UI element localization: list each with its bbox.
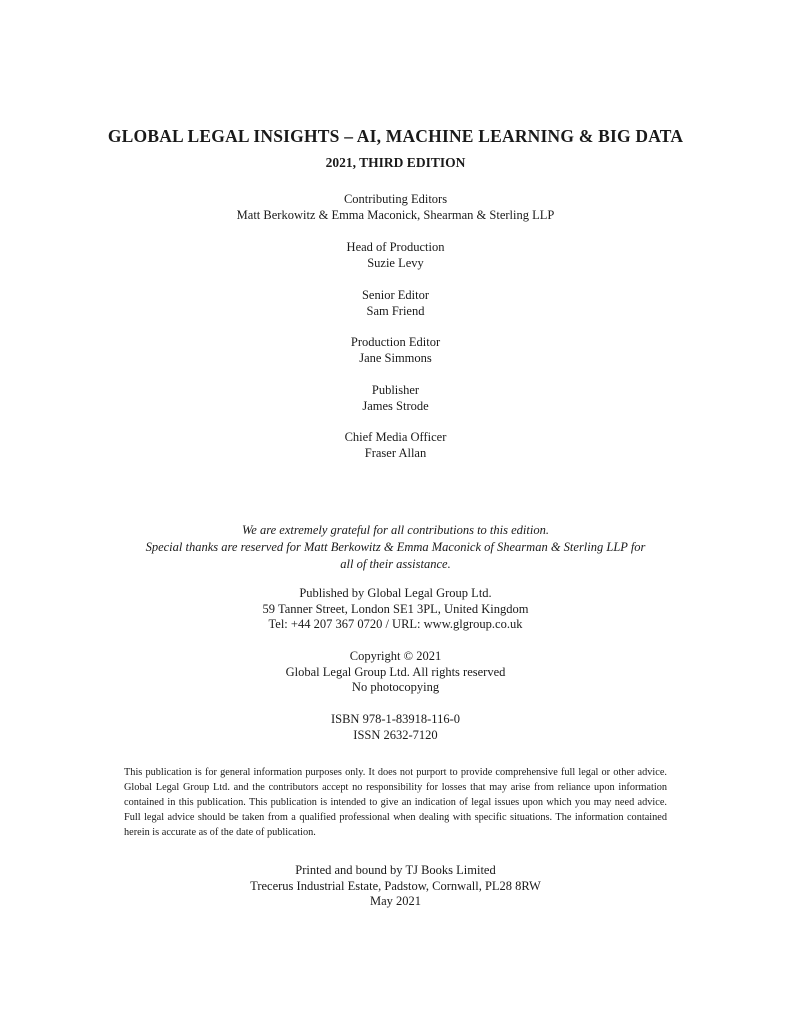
thanks-line: Special thanks are reserved for Matt Berkowitz & Emma Maconick of Shearman & Sterling LLP for — [145, 540, 646, 554]
copyright-notice — [0, 649, 791, 696]
credit-name: Matt Berkowitz & Emma Maconick, Shearman & Sterling LLP — [236, 207, 555, 222]
credit-role: Chief Media Officer — [344, 430, 447, 444]
credit-chief-media-officer — [0, 430, 791, 461]
isbn: ISBN 978-1-83918-116-0 — [330, 712, 461, 726]
acknowledgements — [0, 522, 791, 573]
credit-role: Publisher — [371, 383, 420, 397]
credit-production-editor — [0, 335, 791, 366]
publication-title: GLOBAL LEGAL INSIGHTS – AI, MACHINE LEARNING & BIG DATA — [107, 126, 684, 146]
credit-name: Fraser Allan — [364, 445, 427, 460]
credit-role: Head of Production — [346, 240, 445, 254]
issn: ISSN 2632-7120 — [353, 727, 438, 742]
print-date: May 2021 — [369, 894, 422, 908]
copyright-line: Copyright © 2021 — [349, 649, 442, 663]
credit-senior-editor — [0, 288, 791, 319]
printer-details — [0, 863, 791, 910]
thanks-line: We are extremely grateful for all contributions to this edition. — [242, 523, 549, 537]
credit-name: Suzie Levy — [367, 255, 424, 270]
credit-role: Contributing Editors — [343, 192, 448, 206]
edition-label: 2021, THIRD EDITION — [325, 155, 466, 170]
publisher-name: Published by Global Legal Group Ltd. — [299, 586, 492, 600]
printer-name: Printed and bound by TJ Books Limited — [295, 863, 496, 877]
publisher-details — [0, 586, 791, 633]
credit-name: Jane Simmons — [359, 350, 432, 365]
disclaimer-text: This publication is for general information purposes only. It does not purport to provide comprehensive full legal or other advice. Global Legal Group Ltd. and the contributors accept no responsibility for losses that may arise from reliance upon information contained in this publication. This publication is intended to give an indication of legal issues upon which you may need advice. Full legal advice should be taken from a qualified professional when dealing with specific situations. The information contained herein is accurate as of the date of publication. — [124, 767, 667, 838]
thanks-line: all of their assistance. — [340, 557, 451, 571]
credit-role: Senior Editor — [361, 288, 429, 302]
credit-name: James Strode — [362, 398, 429, 413]
identifiers — [0, 712, 791, 743]
copyright-line: No photocopying — [351, 680, 440, 694]
printer-address: Trecerus Industrial Estate, Padstow, Cornwall, PL28 8RW — [250, 878, 541, 893]
credit-head-of-production — [0, 240, 791, 271]
credit-name: Sam Friend — [366, 303, 425, 318]
credit-role: Production Editor — [350, 335, 441, 349]
copyright-line: Global Legal Group Ltd. All rights reserved — [285, 664, 506, 679]
publisher-contact: Tel: +44 207 367 0720 / URL: www.glgroup.co.uk — [268, 617, 523, 631]
credit-contributing-editors — [0, 192, 791, 223]
publisher-address: 59 Tanner Street, London SE1 3PL, United Kingdom — [262, 601, 529, 616]
credit-publisher — [0, 383, 791, 414]
